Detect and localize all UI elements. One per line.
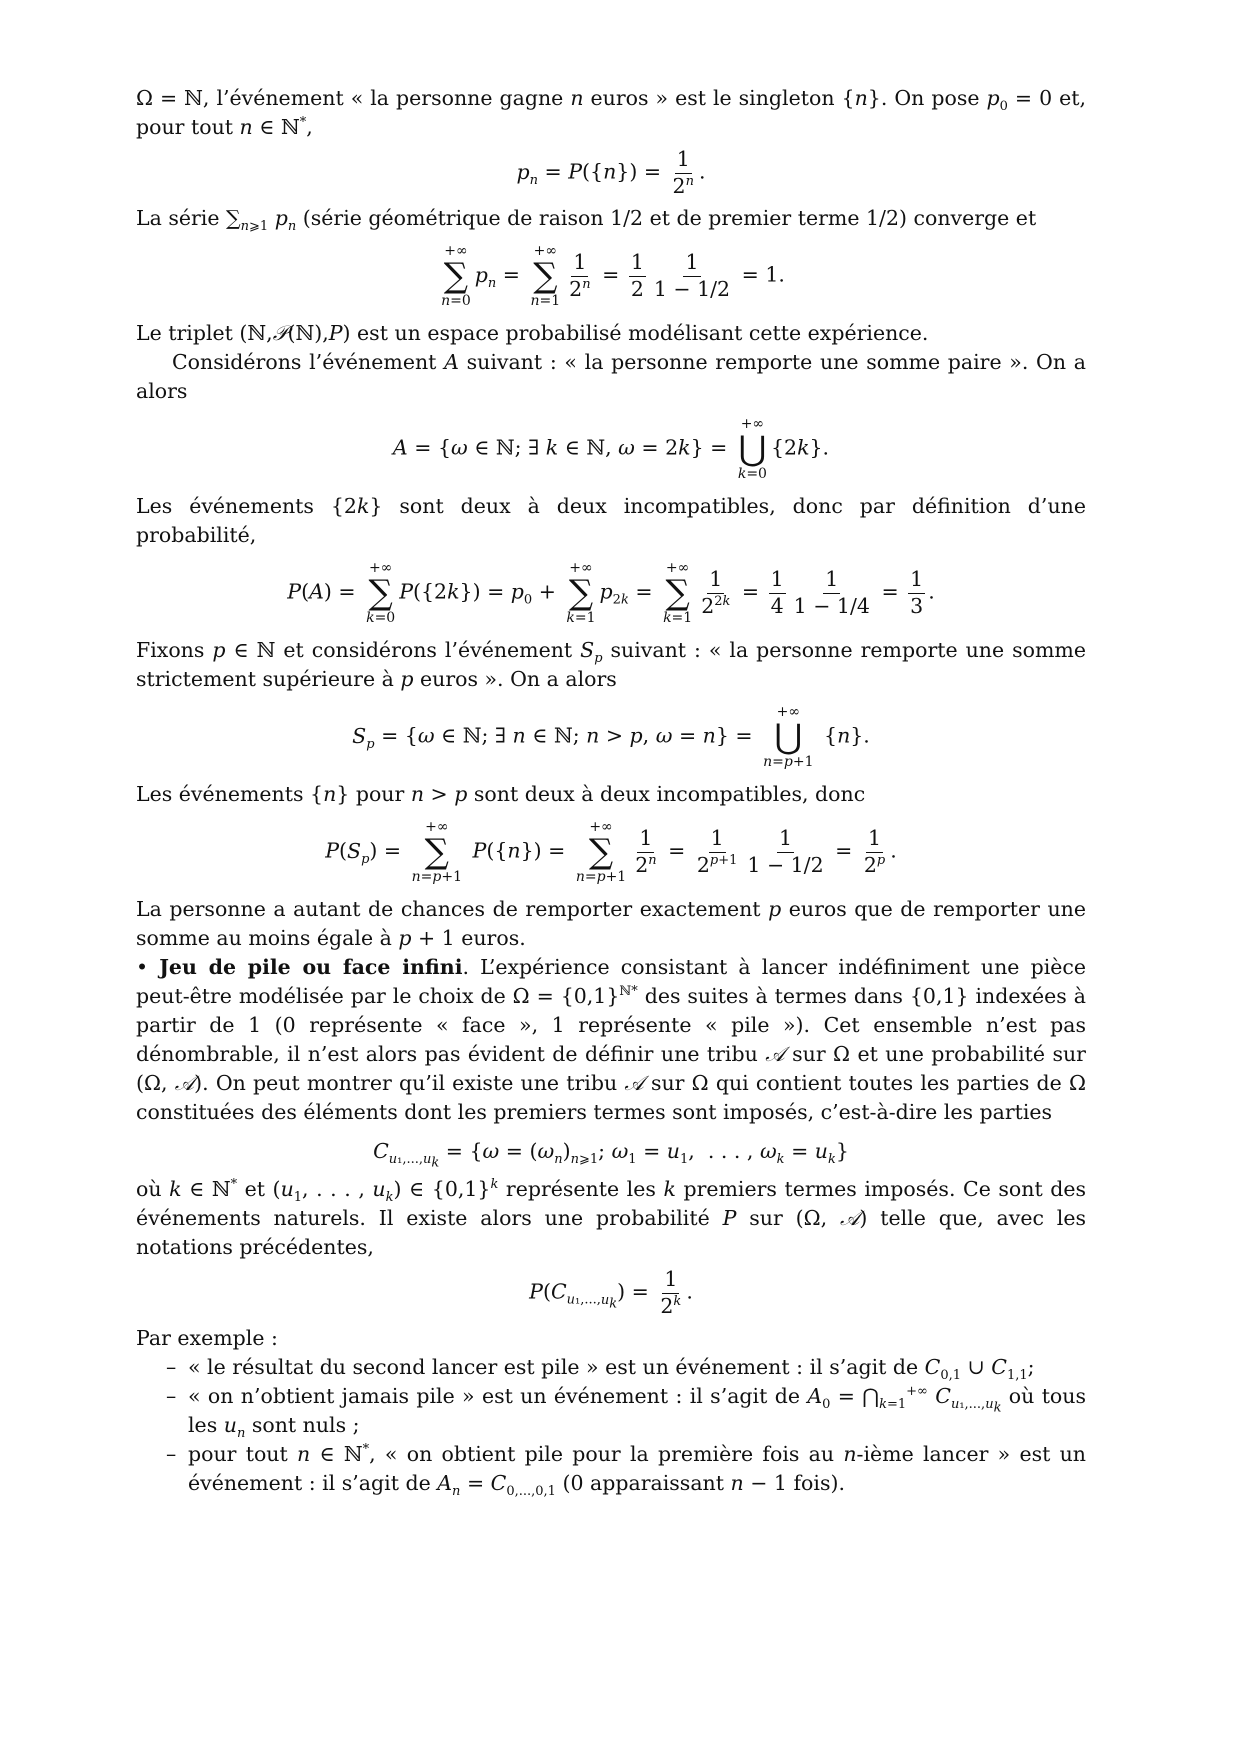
paragraph-pile-face: • Jeu de pile ou face infini. L’expérience consistant à lancer indéfiniment une pièce peut-être modélisée par le choix de $\Omega = \{0,1\}^{ℕ*}$ des suites à termes dans {0,1} indexées à partir de 1 (0 représente « face », 1 représente « pile »). Cet ensemble n’est pas dénombrable, il n’est alors pas évident de définir une tribu 𝒜 sur Ω et une probabilité sur (Ω, 𝒜). On peut montrer qu’il existe une tribu 𝒜 sur Ω qui contient toutes les parties de Ω constituées des éléments dont les premiers termes sont imposés, c’est-à-dire les parties: [136, 955, 1086, 1124]
paragraph-serie: La série $\sum_{n⩾1}$ $p_n$ (série géométrique de raison 1/2 et de premier terme 1/2) converge et: [136, 206, 1037, 235]
paragraph-singleton: Ω = ℕ, l’événement « la personne gagne n euros » est le singleton {n}. On pose $p_0 = 0$ et, pour tout n ∈ ℕ*,: [136, 86, 1087, 139]
paragraph-incompatibles: Les événements {2k} sont deux à deux incompatibles, donc par définition d’une probabilité,: [136, 494, 1086, 547]
equation-sum-pn: +∞ ∑ n=0 $p_n$ = +∞ ∑ n=1 $\frac{1}{2^n}$ = $\frac{1}{2}$ $\frac{1}{1 - 1/2}$ = 1.: [441, 243, 785, 309]
paragraph-conclusion: La personne a autant de chances de remporter exactement p euros que de remporter une somme au moins égale à p + 1 euros.: [136, 897, 1086, 950]
list-item: – pour tout n ∈ ℕ*, « on obtient pile pour la première fois au n-ième lancer » est un événement : il s’agit de $A_n = C_{0,...,0,1}$ (0 apparaissant n − 1 fois).: [188, 1440, 1086, 1498]
equation-sp: $S_p = \{\omega$ ∈ ℕ; ∃ n ∈ ℕ; n > p, ω = n} = +∞ ⋃ n=p+1 {n}.: [352, 704, 870, 770]
list-item: – « on n’obtient jamais pile » est un événement : il s’agit de $A_0$ = $⋂_{k=1}^{+\infty}$ $C_{u_1,...,u_k}$ où tous les $u_n$ sont nuls ;: [188, 1382, 1086, 1440]
list-item: – « le résultat du second lancer est pile » est un événement : il s’agit de $C_{0,1}$ ∪ $C_{1,1}$;: [188, 1353, 1086, 1382]
equation-psp: $P(S_p)$ = +∞ ∑ n=p+1 P({n}) = +∞ ∑ n=p+1 $\frac{1}{2^n}$ = $\frac{1}{2^{p+1}}$ $\frac{1}{1 - 1/2}$ = $\frac{1}{2^p}$ .: [325, 819, 897, 885]
equation-p-cylinder: $P(C_{u_1,...,u_k})$ = $\frac{1}{2^k}$ .: [529, 1266, 693, 1318]
document-page: [136, 84, 1086, 1498]
equation-cylinder: $C_{u_1,...,u_k} = \{\omega = (\omega_n)_{n⩾1}$; $\omega_1 = u_1$, . . . , $\omega_k = u_k$}: [373, 1138, 849, 1171]
paragraph-event-a: Considérons l’événement A suivant : « la personne remporte une somme paire ». On a alors: [136, 350, 1086, 403]
equation-pn: $p_n = P(\{n\})$ = $\frac{1}{2^n}$ .: [516, 146, 706, 198]
section-title-pile-face: Jeu de pile ou face infini: [159, 955, 463, 979]
paragraph-exemple: Par exemple :: [136, 1326, 278, 1350]
paragraph-notations: où k ∈ ℕ* et ($u_1$, . . . , $u_k$) ∈ $\{0,1\}^k$ représente les k premiers termes imposés. Ce sont des événements naturels. Il existe alors une probabilité P sur (Ω, 𝒜) telle que, avec les notations précédentes,: [136, 1177, 1087, 1259]
equation-a: A = {ω ∈ ℕ; ∃ k ∈ ℕ, ω = 2k} = +∞ ⋃ k=0 {2k}.: [392, 416, 830, 482]
equation-pa: P(A) = +∞ ∑ k=0 $P(\{2k\}) = p_0$ + +∞ ∑ k=1 $p_{2k}$ = +∞ ∑ k=1 $\frac{1}{2^{2k}}$ = $\frac{1}{4}$ $\frac{1}{1 - 1/4}$ = $\frac{1}{3}$ .: [287, 560, 935, 626]
paragraph-incompatibles-n: Les événements {n} pour n > p sont deux à deux incompatibles, donc: [136, 782, 866, 806]
paragraph-triplet: Le triplet (ℕ,𝒫(ℕ),P) est un espace probabilisé modélisant cette expérience.: [136, 321, 929, 345]
examples-list: [136, 1353, 1086, 1498]
paragraph-event-sp: Fixons p ∈ ℕ et considérons l’événement $S_p$ suivant : « la personne remporte une somme strictement supérieure à p euros ». On a alors: [136, 638, 1086, 691]
